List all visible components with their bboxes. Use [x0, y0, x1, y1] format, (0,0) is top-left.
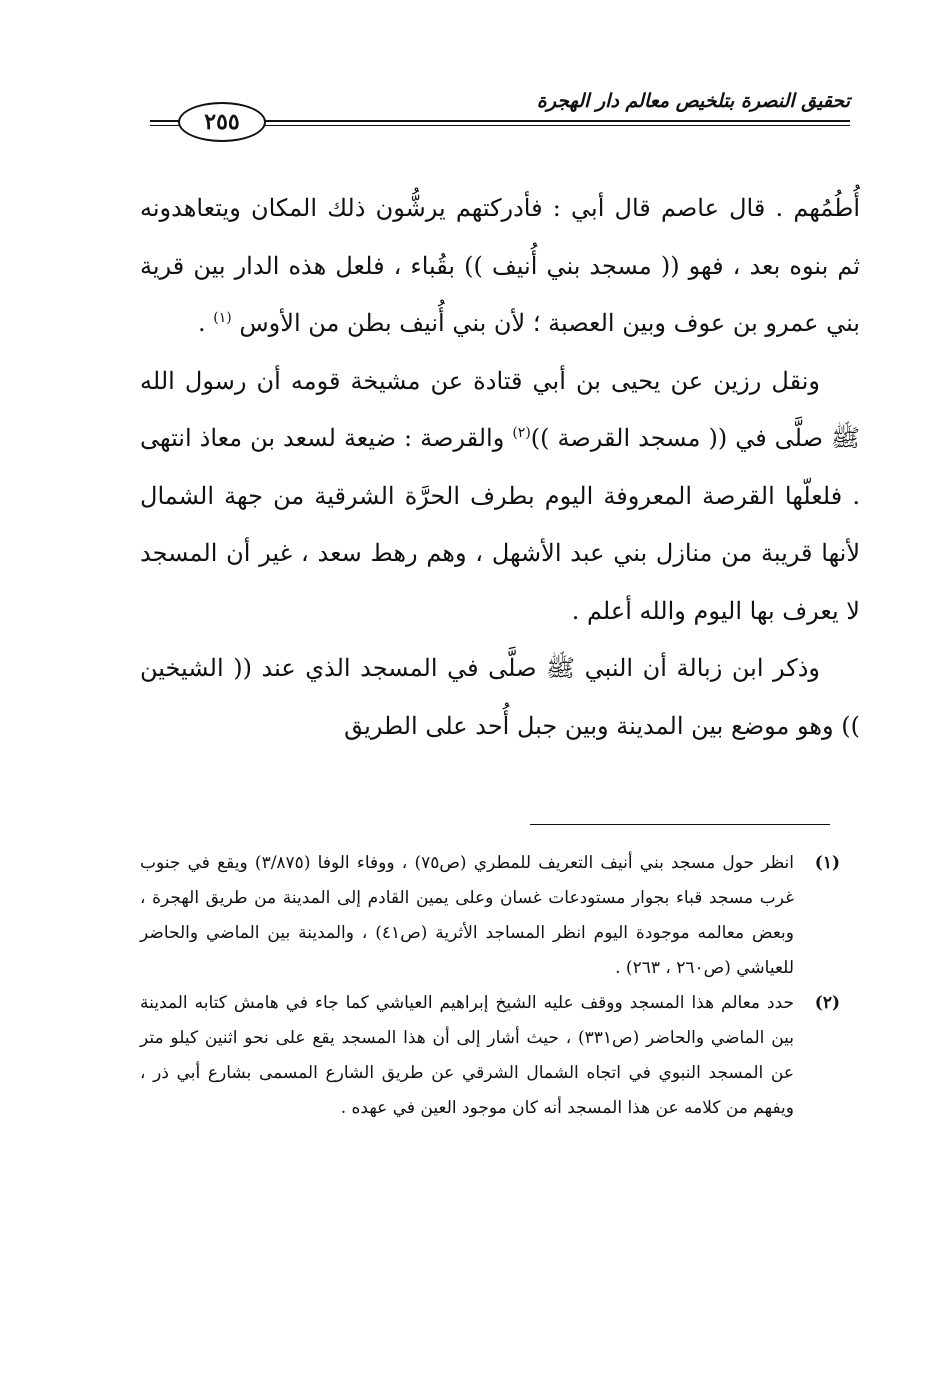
page-header: [150, 90, 850, 150]
main-text: [140, 180, 860, 755]
footnote-2: [140, 986, 840, 1126]
footnote-text: انظر حول مسجد بني أنيف التعريف للمطري (ص٧٥) ، ووفاء الوفا (٣/٨٧٥) ويقع في جنوب غرب مسجد قباء بجوار مستودعات غسان وعلى يمين القادم إلى المدينة من طريق الهجرة ، وبعض معالمه موجودة اليوم انظر المساجد الأثرية (ص٤١) ، والمدينة بين الماضي والحاضر للعياشي (ص٢٦٠ ، ٢٦٣) .: [140, 853, 795, 978]
paragraph-3: وذكر ابن زبالة أن النبي ﷺ صلَّى في المسجد الذي عند (( الشيخين )) وهو موضع بين المدينة وبين جبل أُحد على الطريق: [140, 654, 860, 740]
header-rule-left: [150, 120, 180, 126]
footnote-ref-1: (١): [213, 310, 232, 326]
footnote-ref-2: (٢): [512, 425, 531, 441]
footnote-text: حدد معالم هذا المسجد ووقف عليه الشيخ إبراهيم العياشي كما جاء في هامش كتابه المدينة بين الماضي والحاضر (ص٣٣١) ، حيث أشار إلى أن هذا المسجد يقع على نحو اثنين كيلو متر عن المسجد النبوي في اتجاه الشمال الشرقي عن طريق الشارع المسمى بشارع أبي ذر ، ويفهم من كلامه عن هذا المسجد أنه كان موجود العين في عهده .: [140, 993, 794, 1118]
paragraph-1: أُطُمُهم . قال عاصم قال أبي : فأدركتهم يرشُّون ذلك المكان ويتعاهدونه ثم بنوه بعد ، فهو (( مسجد بني أُنيف )) بقُباء ، فلعل هذه الدار بين قرية بني عمرو بن عوف وبين العصبة ؛ لأن بني أُنيف بطن من الأوس $^{(١)}$ .: [140, 194, 860, 337]
running-title: تحقيق النصرة بتلخيص معالم دار الهجرة: [536, 90, 850, 112]
footnote-number: (١): [814, 853, 840, 873]
footnote-separator: [530, 824, 830, 825]
period: .: [197, 309, 206, 337]
paragraph-2: ونقل رزين عن يحيى بن أبي قتادة عن مشيخة قومه أن رسول الله ﷺ صلَّى في (( مسجد القرصة ))$^{(٢)}$ والقرصة : ضيعة لسعد بن معاذ انتهى . فلعلّها القرصة المعروفة اليوم بطرف الحرَّة الشرقية من جهة الشمال لأنها قريبة من منازل بني عبد الأشهل ، وهم رهط سعد ، غير أن المسجد لا يعرف بها اليوم والله أعلم .: [140, 366, 860, 625]
footnote-1: [140, 846, 840, 986]
footnotes: [140, 846, 840, 1126]
page-number: ٢٥٥: [178, 102, 266, 142]
header-rule: [260, 120, 850, 126]
footnote-number: (٢): [814, 993, 840, 1013]
